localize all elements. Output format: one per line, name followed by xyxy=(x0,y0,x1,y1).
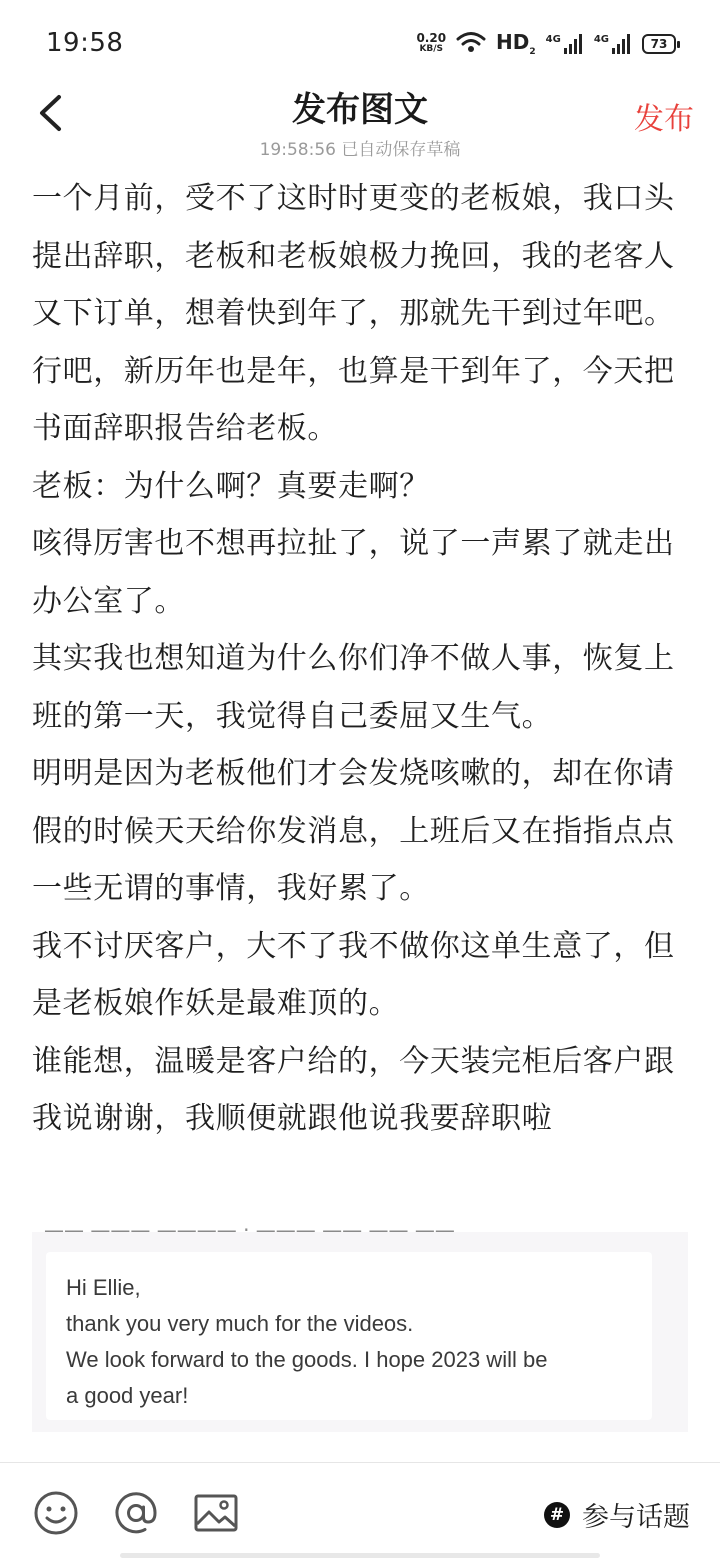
sig2-label: 4G xyxy=(593,33,609,45)
topic-label: 参与话题 xyxy=(582,1502,690,1533)
network-speed xyxy=(416,30,447,55)
message-line: a good year! xyxy=(66,1383,189,1408)
publish-button[interactable]: 发布 xyxy=(634,102,694,137)
status-bar xyxy=(0,0,720,80)
paragraph: 谁能想，温暖是客户给的，今天装完柜后客户跟我说谢谢，我顺便就跟他说我要辞职啦 xyxy=(32,1043,675,1136)
message-line: We look forward to the goods. I hope 2023 will be xyxy=(66,1347,548,1372)
embedded-screenshot-image[interactable] xyxy=(32,1218,688,1432)
header xyxy=(0,80,720,160)
signal-icon-1 xyxy=(546,34,584,54)
message-line: Hi Ellie, xyxy=(66,1275,141,1300)
emoji-icon xyxy=(33,1490,79,1540)
sig1-label: 4G xyxy=(545,33,561,45)
hd-voice-icon xyxy=(496,30,536,57)
mention-button[interactable] xyxy=(112,1491,160,1539)
paragraph: 我不讨厌客户，大不了我不做你这单生意了，但是老板娘作妖是最难顶的。 xyxy=(32,928,675,1021)
autosave-status: 19:58:56 已自动保存草稿 xyxy=(259,140,461,160)
paragraph: 一个月前，受不了这时时更变的老板娘，我口头提出辞职，老板和老板娘极力挽回，我的老客人又下订单，想着快到年了，那就先干到过年吧。 xyxy=(32,181,675,331)
paragraph: 老板：为什么啊？真要走啊？ xyxy=(32,468,430,504)
hashtag-icon: # xyxy=(544,1502,570,1528)
paragraph: 其实我也想知道为什么你们净不做人事，恢复上班的第一天，我觉得自己委屈又生气。 xyxy=(32,641,675,734)
status-icons xyxy=(416,30,676,57)
status-time: 19:58 xyxy=(46,28,124,58)
network-speed-value: 0.20 xyxy=(416,30,447,45)
cropped-header-line: —— ——— ———— · ——— —— —— —— xyxy=(44,1218,455,1242)
hd-label: HD xyxy=(496,30,530,54)
wifi-icon xyxy=(456,31,486,57)
network-speed-unit: KB/S xyxy=(419,43,444,54)
message-card xyxy=(46,1252,652,1420)
post-body-editor[interactable] xyxy=(32,170,688,1148)
paragraph: 咳得厉害也不想再拉扯了，说了一声累了就走出办公室了。 xyxy=(32,526,675,619)
battery-level: 73 xyxy=(650,36,668,51)
paragraph: 明明是因为老板他们才会发烧咳嗽的，却在你请假的时候天天给你发消息，上班后又在指指点点一些无谓的事情，我好累了。 xyxy=(32,756,675,906)
home-indicator xyxy=(120,1553,600,1558)
title-block xyxy=(0,82,720,160)
message-line: thank you very much for the videos. xyxy=(66,1311,414,1336)
bottom-toolbar xyxy=(0,1462,720,1560)
signal-icon-2 xyxy=(594,34,632,54)
battery-icon xyxy=(642,34,676,54)
image-icon xyxy=(193,1490,239,1540)
emoji-button[interactable] xyxy=(32,1491,80,1539)
insert-image-button[interactable] xyxy=(192,1491,240,1539)
at-icon xyxy=(113,1490,159,1540)
paragraph: 行吧，新历年也是年，也算是干到年了，今天把书面辞职报告给老板。 xyxy=(32,353,675,446)
join-topic-button[interactable] xyxy=(544,1495,690,1534)
page-title: 发布图文 xyxy=(292,90,428,130)
hd-sub: 2 xyxy=(529,47,536,57)
